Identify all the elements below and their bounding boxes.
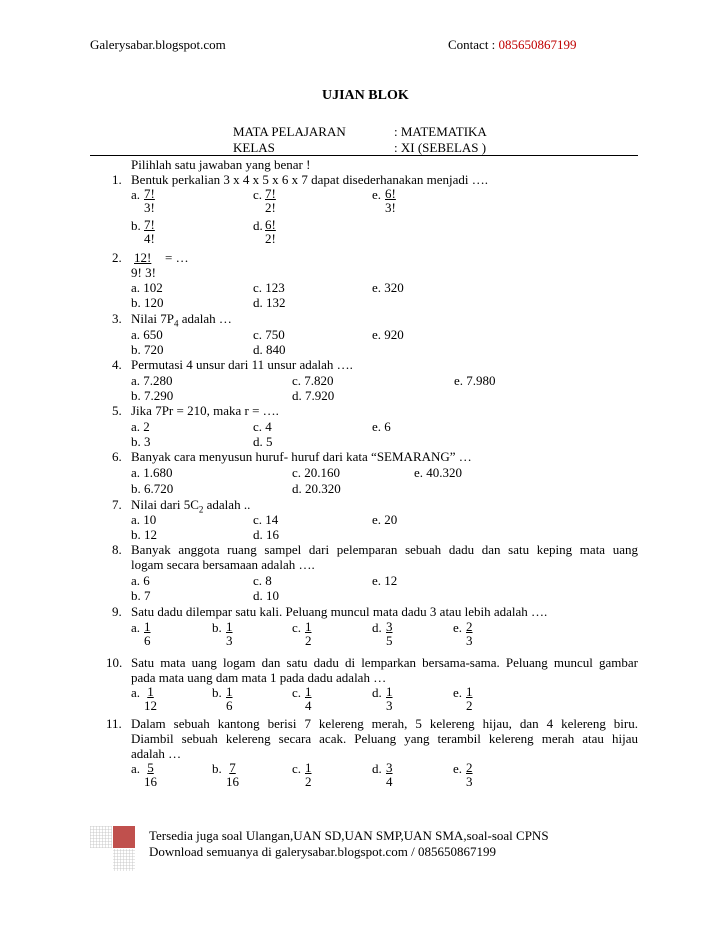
option-c: c. 750 bbox=[253, 327, 285, 342]
grid-squares-icon bbox=[90, 826, 136, 872]
instruction: Pilihlah satu jawaban yang benar ! bbox=[131, 157, 311, 172]
option-e: e. 6 bbox=[372, 419, 391, 434]
option-b: b. 6.720 bbox=[131, 481, 174, 496]
footer-line-1: Tersedia juga soal Ulangan,UAN SD,UAN SMP,UAN SMA,soal-soal CPNS bbox=[149, 828, 549, 843]
option-c: c. 8 bbox=[253, 573, 272, 588]
page-title: UJIAN BLOK bbox=[322, 88, 409, 103]
question-text: Dalam sebuah kantong berisi 7 kelereng merah, 5 kelereng hijau, dan 4 kelereng biru. bbox=[131, 716, 638, 731]
question-number: 9. bbox=[112, 604, 122, 619]
question-text: Nilai dari $5C_2$ adalah .. bbox=[131, 497, 251, 515]
question-denominator: 9! 3! bbox=[131, 265, 156, 280]
option-c: c. 14 bbox=[253, 512, 279, 527]
option-letter: c. bbox=[253, 187, 263, 202]
option-e: e. 40.320 bbox=[414, 465, 463, 480]
header-divider bbox=[90, 155, 638, 156]
question-equals: = … bbox=[165, 250, 189, 265]
option-letter: b. bbox=[212, 685, 222, 700]
question-number: 8. bbox=[112, 542, 122, 557]
question-number: 4. bbox=[112, 357, 122, 372]
option-fraction: $\frac{1}{2}$ bbox=[305, 619, 312, 648]
option-letter: e. bbox=[372, 187, 382, 202]
contact-number: 085650867199 bbox=[498, 37, 577, 52]
option-letter: a. bbox=[131, 685, 141, 700]
option-fraction: $\frac{3}{4}$ bbox=[386, 760, 393, 789]
option-fraction: $\frac{7}{16}$ bbox=[226, 760, 239, 789]
question-number: 2. bbox=[112, 250, 122, 265]
question-number: 6. bbox=[112, 449, 122, 464]
question-number: 1. bbox=[112, 172, 122, 187]
option-a: a. 1.680 bbox=[131, 465, 173, 480]
question-numerator: 12! bbox=[134, 250, 152, 265]
class-value: : XI (SEBELAS ) bbox=[394, 140, 487, 155]
option-fraction: $\frac{5}{16}$ bbox=[144, 760, 157, 789]
question-number: 11. bbox=[106, 716, 122, 731]
option-d: d. 20.320 bbox=[292, 481, 341, 496]
option-e: e. 920 bbox=[372, 327, 404, 342]
question-text: Satu dadu dilempar satu kali. Peluang muncul mata dadu 3 atau lebih adalah …. bbox=[131, 604, 548, 619]
option-c: c. 4 bbox=[253, 419, 272, 434]
option-c: c. 123 bbox=[253, 280, 285, 295]
question-text: Banyak cara menyusun huruf- huruf dari kata “SEMARANG” … bbox=[131, 449, 472, 464]
option-d: d. 16 bbox=[253, 527, 279, 542]
option-b: b. 720 bbox=[131, 342, 164, 357]
contact-label: Contact : bbox=[448, 37, 499, 52]
option-fraction: $\frac{1}{3}$ bbox=[226, 619, 233, 648]
option-letter: a. bbox=[131, 761, 141, 776]
option-c: c. 7.820 bbox=[292, 373, 334, 388]
question-number: 10. bbox=[106, 655, 123, 670]
subject-label: MATA PELAJARAN bbox=[233, 124, 346, 139]
option-fraction: $\frac{1}{6}$ bbox=[226, 684, 233, 713]
option-e: e. 12 bbox=[372, 573, 398, 588]
option-fraction: $\frac{1}{12}$ bbox=[144, 684, 157, 713]
subject-value: : MATEMATIKA bbox=[394, 124, 487, 139]
option-fraction: $\frac{2}{3}$ bbox=[466, 619, 473, 648]
option-e: e. 20 bbox=[372, 512, 398, 527]
option-b: b. 3 bbox=[131, 434, 151, 449]
option-a: a. 7.280 bbox=[131, 373, 173, 388]
question-text: Satu mata uang logam dan satu dadu di lemparkan bersama-sama. Peluang muncul gambar bbox=[131, 655, 638, 670]
option-d: d. 7.920 bbox=[292, 388, 335, 403]
question-text: Permutasi 4 unsur dari 11 unsur adalah …. bbox=[131, 357, 353, 372]
option-fraction: $\frac{7!}{4!}$ bbox=[144, 217, 155, 246]
option-fraction: $\frac{1}{4}$ bbox=[305, 684, 312, 713]
question-text: Bentuk perkalian 3 x 4 x 5 x 6 x 7 dapat disederhanakan menjadi …. bbox=[131, 172, 489, 187]
question-text: Banyak anggota ruang sampel dari pelemparan sebuah dadu dan satu keping mata uang bbox=[131, 542, 638, 557]
option-fraction: $\frac{1}{2}$ bbox=[466, 684, 473, 713]
question-text-2: logam secara bersamaan adalah …. bbox=[131, 557, 315, 572]
option-c: c. 20.160 bbox=[292, 465, 341, 480]
option-a: a. 10 bbox=[131, 512, 157, 527]
option-letter: c. bbox=[292, 620, 302, 635]
option-b: b. 120 bbox=[131, 295, 164, 310]
option-a: a. 2 bbox=[131, 419, 150, 434]
option-a: a. 650 bbox=[131, 327, 163, 342]
option-b: b. 12 bbox=[131, 527, 157, 542]
question-text-3: adalah … bbox=[131, 746, 182, 761]
footer-line-2: Download semuanya di galerysabar.blogspot.com / 085650867199 bbox=[149, 844, 496, 859]
option-d: d. 5 bbox=[253, 434, 273, 449]
question-text-2: Diambil sebuah kelereng secara acak. Peluang yang terambil kelereng merah atau hijau bbox=[131, 731, 638, 746]
option-letter: d. bbox=[372, 620, 382, 635]
option-e: e. 320 bbox=[372, 280, 404, 295]
option-b: b. 7 bbox=[131, 588, 151, 603]
option-letter: a. bbox=[131, 187, 141, 202]
question-text: Jika 7Pr = 210, maka r = …. bbox=[131, 403, 279, 418]
option-fraction: $\frac{1}{6}$ bbox=[144, 619, 151, 648]
option-d: d. 840 bbox=[253, 342, 286, 357]
option-d: d. 10 bbox=[253, 588, 279, 603]
question-number: 7. bbox=[112, 497, 122, 512]
option-letter: c. bbox=[292, 761, 302, 776]
option-fraction: $\frac{1}{3}$ bbox=[386, 684, 393, 713]
option-letter: d. bbox=[253, 218, 263, 233]
question-text-2: pada mata uang dam mata 1 pada dadu adalah … bbox=[131, 670, 387, 685]
site-name: Galerysabar.blogspot.com bbox=[90, 37, 226, 52]
question-number: 5. bbox=[112, 403, 122, 418]
option-letter: e. bbox=[453, 620, 463, 635]
option-letter: b. bbox=[212, 761, 222, 776]
option-letter: d. bbox=[372, 761, 382, 776]
question-text: Nilai $7P_4$ adalah … bbox=[131, 311, 232, 329]
option-fraction: $\frac{7!}{2!}$ bbox=[265, 186, 276, 215]
option-fraction: $\frac{7!}{3!}$ bbox=[144, 186, 155, 215]
option-a: a. 6 bbox=[131, 573, 150, 588]
option-b: b. 7.290 bbox=[131, 388, 174, 403]
option-letter: a. bbox=[131, 620, 141, 635]
option-fraction: $\frac{3}{5}$ bbox=[386, 619, 393, 648]
option-fraction: $\frac{1}{2}$ bbox=[305, 760, 312, 789]
option-letter: d. bbox=[372, 685, 382, 700]
option-fraction: $\frac{6!}{3!}$ bbox=[385, 186, 396, 215]
option-fraction: $\frac{6!}{2!}$ bbox=[265, 217, 276, 246]
option-fraction: $\frac{2}{3}$ bbox=[466, 760, 473, 789]
contact bbox=[448, 37, 577, 52]
option-a: a. 102 bbox=[131, 280, 163, 295]
option-letter: c. bbox=[292, 685, 302, 700]
option-letter: e. bbox=[453, 761, 463, 776]
option-e: e. 7.980 bbox=[454, 373, 496, 388]
option-letter: b. bbox=[131, 218, 141, 233]
option-d: d. 132 bbox=[253, 295, 286, 310]
option-letter: b. bbox=[212, 620, 222, 635]
question-number: 3. bbox=[112, 311, 122, 326]
class-label: KELAS bbox=[233, 140, 275, 155]
option-letter: e. bbox=[453, 685, 463, 700]
